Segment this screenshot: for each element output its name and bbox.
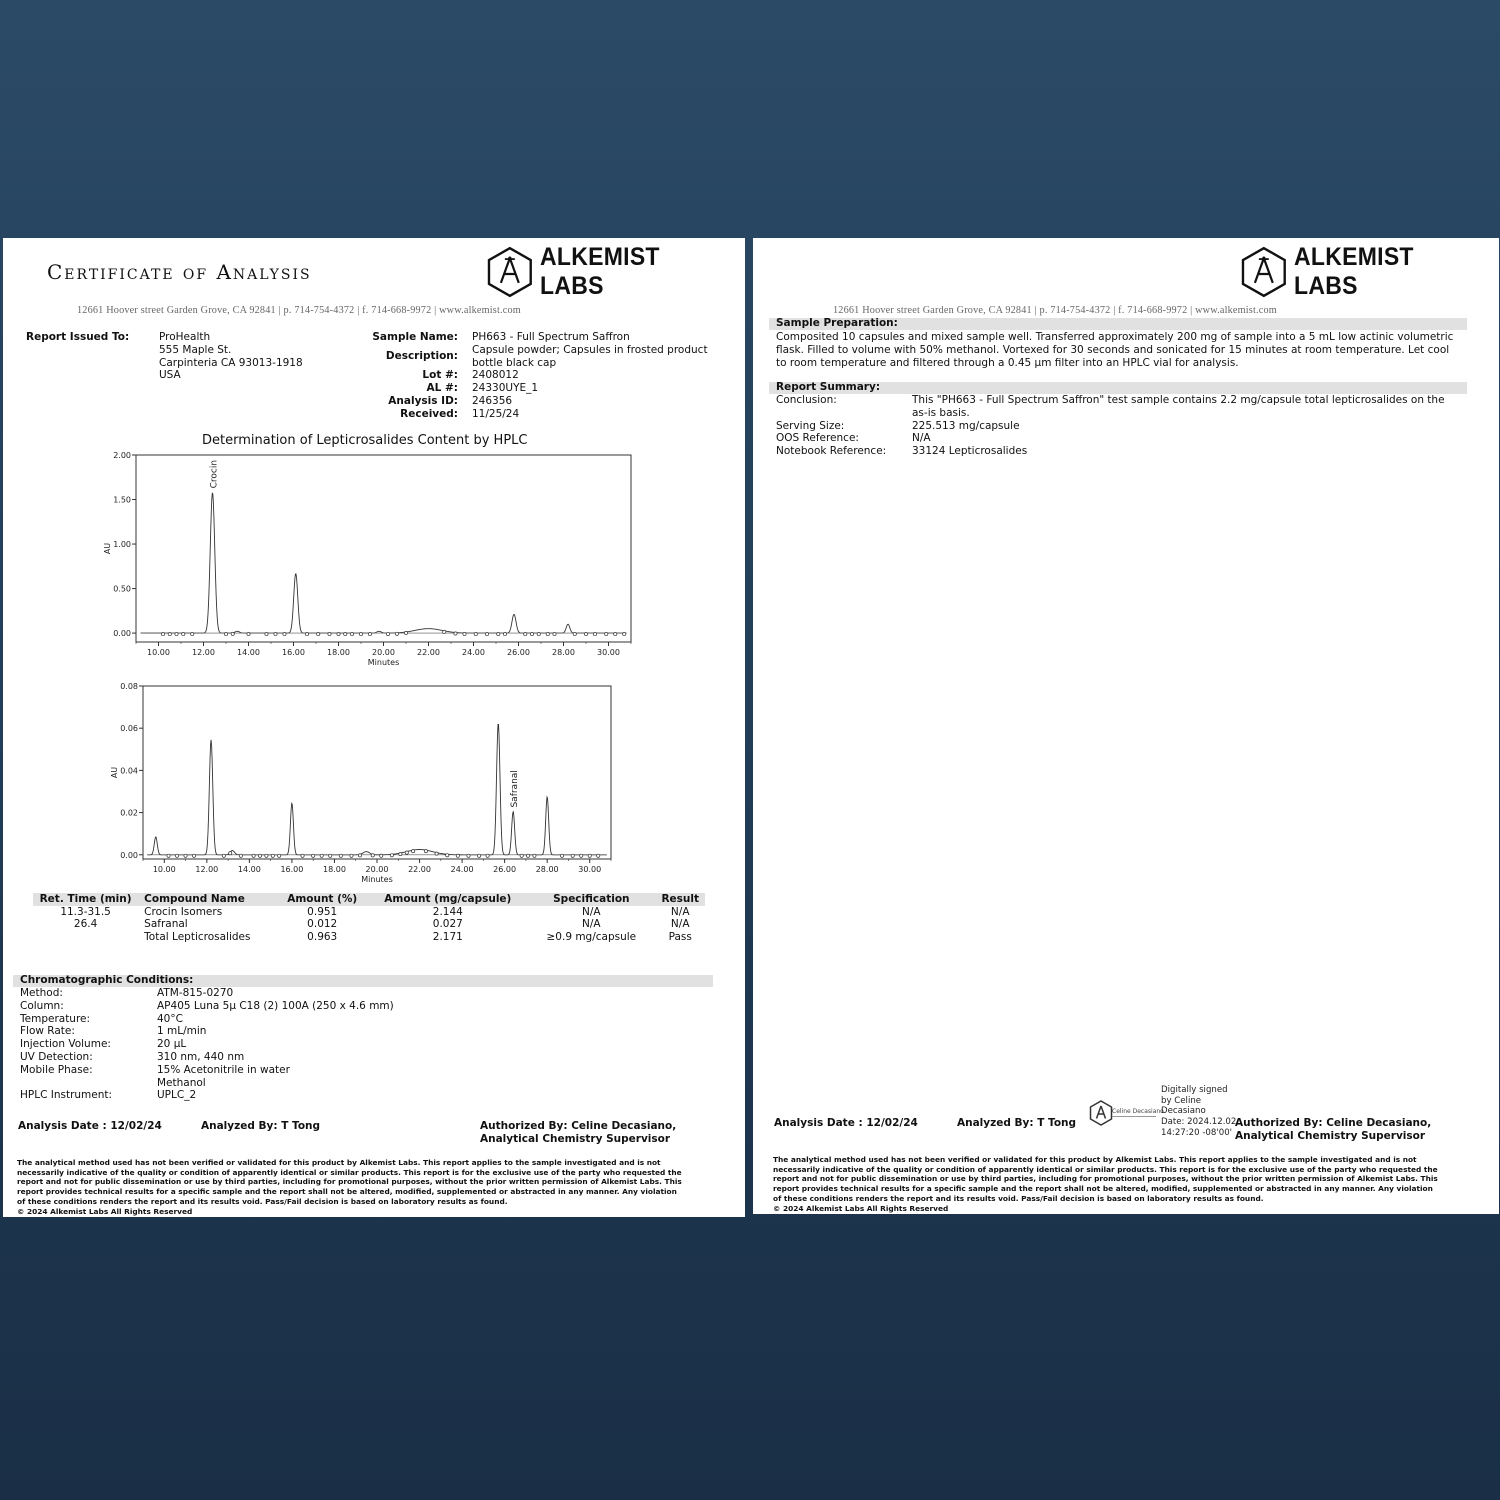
peak-label: Crocin — [209, 459, 220, 489]
logo — [486, 243, 745, 301]
lot-value: 2408012 — [472, 369, 519, 382]
x-tick-label: 10.00 — [147, 648, 170, 657]
prep-line: to room temperature and filtered through a 0.45 µm filter into an HPLC vial for analysis. — [776, 356, 1239, 369]
disclaimer-line: report provides technical results for a specific sample and the report shall not be altered, modified, supplemented or abstracted in any manner. Any violation — [773, 1184, 1433, 1194]
integration-marker — [443, 630, 446, 633]
integration-marker — [614, 632, 617, 635]
description-value-2: bottle black cap — [472, 356, 557, 369]
authorized-title: Analytical Chemistry Supervisor — [480, 1133, 671, 1145]
logo-text: ALKEMIST LABS — [1293, 243, 1414, 300]
x-tick-label: 30.00 — [597, 648, 620, 657]
integration-marker — [623, 632, 626, 635]
integration-marker — [503, 632, 506, 635]
integration-marker — [317, 632, 320, 635]
signature-line: by Celine — [1161, 1095, 1202, 1106]
integration-marker — [222, 854, 225, 857]
cell-specification: N/A — [582, 918, 601, 931]
integration-marker — [265, 854, 268, 857]
sample-name-label: Sample Name: — [372, 331, 458, 343]
condition-value: UPLC_2 — [157, 1089, 197, 1102]
condition-value: 1 mL/min — [157, 1025, 207, 1038]
x-tick-label: 22.00 — [417, 648, 440, 657]
y-tick-label: 0.04 — [120, 766, 138, 776]
x-tick-label: 10.00 — [152, 865, 176, 874]
x-tick-label: 22.00 — [408, 865, 431, 874]
x-tick-label: 18.00 — [327, 648, 350, 657]
disclaimer-line: necessarily indicative of the quality or condition of apparently identical or similar products. This report is for the exclusive use of the party who requested the — [773, 1164, 1438, 1174]
integration-marker — [350, 854, 353, 857]
integration-marker — [231, 632, 234, 635]
y-tick-label: 0.00 — [120, 850, 138, 860]
coa-page-1 — [3, 238, 745, 1217]
chromatogram-top — [98, 450, 638, 672]
logo — [1240, 243, 1499, 301]
logo-text: ALKEMIST LABS — [539, 243, 660, 300]
integration-marker — [371, 854, 374, 857]
disclaimer-line: necessarily indicative of the quality or condition of apparently identical or similar products. This report is for the exclusive use of the party who requested the — [17, 1167, 682, 1177]
sample-info — [333, 331, 723, 421]
header-amount-mg: Amount (mg/capsule) — [368, 893, 527, 906]
integration-marker — [239, 854, 242, 857]
integration-marker — [463, 632, 466, 635]
summary-label: OOS Reference: — [776, 432, 859, 445]
integration-marker — [175, 632, 178, 635]
disclaimer-line: The analytical method used has not been verified or validated for this product by Alkemist Labs. This report applies to the sample investigated and is not — [773, 1155, 1417, 1164]
digital-signature-mark — [1089, 1100, 1164, 1126]
analysis-id-label: Analysis ID: — [388, 394, 458, 407]
integration-marker — [368, 632, 371, 635]
issued-to-block — [159, 331, 303, 382]
integration-marker — [485, 632, 488, 635]
condition-value: 20 µL — [157, 1038, 187, 1051]
cell-compound: Total Lepticrosalides — [144, 931, 251, 944]
header-compound: Compound Name — [138, 893, 276, 906]
integration-marker — [252, 854, 255, 857]
alkemist-logo-icon — [1240, 246, 1288, 298]
summary-label: Serving Size: — [776, 419, 845, 432]
summary-value: 225.513 mg/capsule — [912, 419, 1020, 432]
integration-marker — [175, 854, 178, 857]
integration-marker — [278, 854, 281, 857]
table-row — [33, 906, 705, 919]
integration-marker — [350, 632, 353, 635]
prep-line: Composited 10 capsules and mixed sample well. Transferred approximately 200 mg of sample into a 5 mL low actinic volumetric — [776, 331, 1454, 343]
issued-to-line: ProHealth — [159, 331, 211, 343]
y-tick-label: 0.06 — [120, 724, 138, 734]
condition-value: Methanol — [157, 1076, 206, 1089]
conclusion-value-2: as-is basis. — [912, 406, 970, 419]
integration-marker — [424, 850, 427, 853]
integration-marker — [395, 632, 398, 635]
integration-marker — [537, 632, 540, 635]
condition-label — [20, 1077, 157, 1090]
cell-amount-mg: 0.027 — [432, 918, 463, 931]
condition-value: 40°C — [157, 1012, 183, 1025]
integration-marker — [167, 854, 170, 857]
conclusion-value: This "PH663 - Full Spectrum Saffron" test sample contains 2.2 mg/capsule total lepticrosalides on the — [912, 394, 1445, 406]
y-tick-label: 0.08 — [120, 682, 138, 691]
integration-marker — [339, 854, 342, 857]
y-tick-label: 2.00 — [113, 451, 131, 460]
integration-marker — [412, 850, 415, 853]
received-label: Received: — [400, 407, 458, 420]
integration-marker — [597, 854, 600, 857]
y-tick-label: 0.02 — [120, 808, 138, 818]
analysis-date: Analysis Date : 12/02/24 — [774, 1117, 918, 1129]
signature-name: Celine Decasiano — [1112, 1108, 1164, 1115]
signature-logo-icon — [1089, 1100, 1113, 1126]
chromatogram-trace — [141, 493, 627, 633]
x-tick-label: 16.00 — [280, 865, 304, 874]
integration-marker — [390, 854, 393, 857]
integration-marker — [405, 851, 408, 854]
integration-marker — [229, 852, 232, 855]
condition-label: HPLC Instrument: — [20, 1089, 113, 1102]
integration-marker — [580, 854, 583, 857]
header-ret-time: Ret. Time (min) — [33, 893, 138, 906]
integration-marker — [584, 632, 587, 635]
results-table — [33, 893, 705, 944]
integration-marker — [474, 632, 477, 635]
integration-marker — [344, 632, 347, 635]
cell-amount-mg: 2.144 — [432, 905, 463, 918]
integration-marker — [524, 632, 527, 635]
x-tick-label: 14.00 — [237, 865, 261, 874]
integration-marker — [386, 632, 389, 635]
cell-result: N/A — [670, 918, 690, 931]
disclaimer-line: The analytical method used has not been verified or validated for this product by Alkemist Labs. This report applies to the sample investigated and is not — [17, 1158, 661, 1167]
integration-marker — [571, 854, 574, 857]
disclaimer — [17, 1158, 682, 1216]
condition-label: UV Detection: — [20, 1050, 93, 1063]
integration-marker — [359, 632, 362, 635]
table-row — [33, 918, 705, 931]
header-result: Result — [655, 893, 705, 906]
disclaimer-line: report and not for public dissemination or use by third parties, including for promotional purposes, without the prior written permission of Alkemist Labs. This — [773, 1174, 1438, 1184]
y-axis-label: AU — [110, 766, 119, 779]
alkemist-logo-icon — [486, 246, 534, 298]
x-tick-label: 28.00 — [535, 865, 559, 874]
integration-marker — [258, 854, 261, 857]
analysis-id-value: 246356 — [472, 394, 513, 407]
integration-marker — [337, 632, 340, 635]
summary-heading: Report Summary: — [776, 381, 881, 393]
summary-value: N/A — [912, 432, 931, 445]
coa-page-2 — [753, 238, 1499, 1214]
integration-marker — [168, 632, 171, 635]
issued-to-label: Report Issued To: — [26, 331, 130, 343]
sample-name-value: PH663 - Full Spectrum Saffron — [472, 331, 630, 343]
condition-label: Column: — [20, 999, 64, 1012]
condition-label: Mobile Phase: — [20, 1063, 93, 1076]
integration-marker — [274, 632, 277, 635]
signature-underline — [1112, 1116, 1156, 1117]
integration-marker — [182, 632, 185, 635]
header-amount-pct: Amount (%) — [276, 893, 368, 906]
cell-result: N/A — [670, 905, 690, 918]
disclaimer — [773, 1155, 1438, 1213]
header-specification: Specification — [527, 893, 655, 906]
cell-ret-time — [33, 931, 138, 944]
integration-marker — [533, 854, 536, 857]
table-row — [33, 931, 705, 944]
cell-amount-pct: 0.951 — [307, 905, 338, 918]
signature-line: Digitally signed — [1161, 1085, 1228, 1095]
integration-marker — [454, 632, 457, 635]
integration-marker — [404, 631, 407, 634]
summary-label: Conclusion: — [776, 394, 837, 406]
plot-frame — [143, 686, 611, 859]
condition-value: ATM-815-0270 — [157, 987, 234, 999]
issued-to-line: Carpinteria CA 93013-1918 — [159, 356, 303, 369]
integration-marker — [329, 854, 332, 857]
results-header-row — [33, 893, 705, 906]
cell-specification: N/A — [582, 905, 601, 918]
integration-marker — [192, 854, 195, 857]
integration-marker — [191, 632, 194, 635]
integration-marker — [530, 632, 533, 635]
y-tick-label: 0.00 — [113, 629, 131, 639]
condition-label: Injection Volume: — [20, 1038, 111, 1051]
x-tick-label: 20.00 — [372, 648, 395, 657]
integration-marker — [588, 854, 591, 857]
chromatogram-bottom — [105, 681, 625, 891]
analyzed-by: Analyzed By: T Tong — [201, 1120, 321, 1132]
integration-marker — [224, 632, 227, 635]
integration-marker — [305, 632, 308, 635]
condition-value: 310 nm, 440 nm — [157, 1050, 245, 1063]
disclaimer-line: report and not for public dissemination or use by third parties, including for promotional purposes, without the prior written permission of Alkemist Labs. This — [17, 1177, 682, 1187]
cell-specification: ≥0.9 mg/capsule — [546, 931, 637, 944]
issued-to-line: 555 Maple St. — [159, 343, 232, 356]
signature-line: Date: 2024.12.02 — [1161, 1117, 1237, 1128]
prep-line: flask. Filled to volume with 50% methanol. Vortexed for 30 seconds and sonicated for 15 minutes at room temperature. Let cool — [776, 343, 1450, 356]
conditions-list — [20, 987, 394, 1102]
summary-list — [776, 394, 1445, 458]
integration-marker — [283, 632, 286, 635]
integration-marker — [605, 632, 608, 635]
conditions-heading: Chromatographic Conditions: — [20, 974, 194, 986]
integration-marker — [497, 632, 500, 635]
page-title: Certificate of Analysis — [47, 260, 312, 284]
authorized-title: Analytical Chemistry Supervisor — [1235, 1130, 1426, 1142]
lab-address: 12661 Hoover street Garden Grove, CA 92841 | p. 714-754-4372 | f. 714-668-9972 | www.alkemist.com — [77, 305, 521, 316]
lot-label: Lot #: — [422, 369, 458, 382]
integration-marker — [478, 854, 481, 857]
peak-label: Safranal — [510, 770, 521, 808]
cell-amount-pct: 0.012 — [307, 918, 338, 931]
integration-marker — [435, 852, 438, 855]
cell-ret-time: 26.4 — [73, 918, 98, 931]
integration-marker — [446, 854, 449, 857]
analyzed-by: Analyzed By: T Tong — [957, 1117, 1077, 1129]
x-tick-label: 30.00 — [578, 865, 602, 874]
condition-value: 15% Acetonitrile in water — [157, 1063, 290, 1076]
signature-line: 14:27:20 -08'00' — [1161, 1127, 1233, 1138]
x-axis-label: Minutes — [367, 658, 400, 667]
y-tick-label: 1.50 — [113, 495, 131, 505]
integration-marker — [247, 632, 250, 635]
disclaimer-line: of these conditions renders the report and its results void. Pass/Fail decision is based on laboratory results as found. — [17, 1196, 508, 1206]
integration-marker — [467, 854, 470, 857]
x-tick-label: 28.00 — [552, 648, 575, 657]
integration-marker — [553, 632, 556, 635]
received-value: 11/25/24 — [472, 407, 520, 420]
prep-text — [776, 331, 1453, 369]
integration-marker — [456, 854, 459, 857]
al-value: 24330UYE_1 — [472, 382, 539, 395]
analysis-date: Analysis Date : 12/02/24 — [18, 1120, 162, 1132]
summary-value: 33124 Lepticrosalides — [912, 445, 1028, 458]
integration-marker — [271, 854, 274, 857]
description-label: Description: — [385, 349, 458, 362]
integration-marker — [312, 854, 315, 857]
integration-marker — [520, 854, 523, 857]
condition-value: AP405 Luna 5µ C18 (2) 100A (250 x 4.6 mm) — [157, 999, 394, 1012]
integration-marker — [301, 854, 304, 857]
condition-label: Flow Rate: — [20, 1025, 75, 1038]
integration-marker — [573, 632, 576, 635]
integration-marker — [560, 854, 563, 857]
integration-marker — [526, 854, 529, 857]
signature-line: Decasiano — [1161, 1106, 1206, 1117]
x-tick-label: 24.00 — [462, 648, 485, 657]
condition-label: Temperature: — [20, 1012, 91, 1025]
x-axis-label: Minutes — [361, 875, 393, 884]
x-tick-label: 26.00 — [493, 865, 517, 874]
y-axis-label: AU — [103, 542, 112, 555]
issued-to-line: USA — [159, 369, 181, 382]
al-label: AL #: — [426, 382, 458, 395]
integration-marker — [358, 854, 361, 857]
cell-ret-time: 11.3-31.5 — [60, 905, 111, 918]
integration-marker — [546, 632, 549, 635]
integration-marker — [320, 854, 323, 857]
integration-marker — [399, 852, 402, 855]
copyright: © 2024 Alkemist Labs All Rights Reserved — [773, 1203, 949, 1213]
description-value: Capsule powder; Capsules in frosted product — [472, 343, 708, 356]
condition-label: Method: — [20, 987, 63, 999]
cell-amount-mg: 2.171 — [432, 931, 463, 944]
x-tick-label: 20.00 — [365, 865, 389, 874]
prep-heading: Sample Preparation: — [776, 317, 898, 329]
x-tick-label: 16.00 — [282, 648, 305, 657]
chart-heading: Determination of Lepticrosalides Content by HPLC — [202, 433, 528, 448]
y-tick-label: 0.50 — [113, 584, 131, 594]
integration-marker — [380, 854, 383, 857]
integration-marker — [265, 632, 268, 635]
cell-compound: Crocin Isomers — [144, 905, 223, 918]
lab-address: 12661 Hoover street Garden Grove, CA 92841 | p. 714-754-4372 | f. 714-668-9972 | www.alkemist.com — [833, 305, 1277, 316]
x-tick-label: 14.00 — [237, 648, 260, 657]
summary-label: Notebook Reference: — [776, 445, 887, 458]
authorized-by: Authorized By: Celine Decasiano, — [480, 1120, 677, 1132]
cell-compound: Safranal — [144, 918, 188, 931]
integration-marker — [486, 854, 489, 857]
x-tick-label: 12.00 — [192, 648, 215, 657]
signature-details — [1161, 1085, 1236, 1139]
cell-amount-pct: 0.963 — [307, 931, 338, 944]
x-tick-label: 26.00 — [507, 648, 530, 657]
x-tick-label: 12.00 — [195, 865, 219, 874]
x-tick-label: 24.00 — [450, 865, 474, 874]
disclaimer-line: report provides technical results for a specific sample and the report shall not be altered, modified, supplemented or abstracted in any manner. Any violation — [17, 1187, 677, 1197]
integration-marker — [328, 632, 331, 635]
authorized-by: Authorized By: Celine Decasiano, — [1235, 1117, 1432, 1129]
integration-marker — [161, 632, 164, 635]
chromatogram-trace — [147, 724, 607, 854]
copyright: © 2024 Alkemist Labs All Rights Reserved — [17, 1206, 193, 1216]
y-tick-label: 1.00 — [113, 540, 131, 550]
x-tick-label: 18.00 — [323, 865, 346, 874]
disclaimer-line: of these conditions renders the report and its results void. Pass/Fail decision is based on laboratory results as found. — [773, 1193, 1264, 1203]
cell-result: Pass — [668, 931, 692, 944]
integration-marker — [184, 854, 187, 857]
integration-marker — [593, 632, 596, 635]
